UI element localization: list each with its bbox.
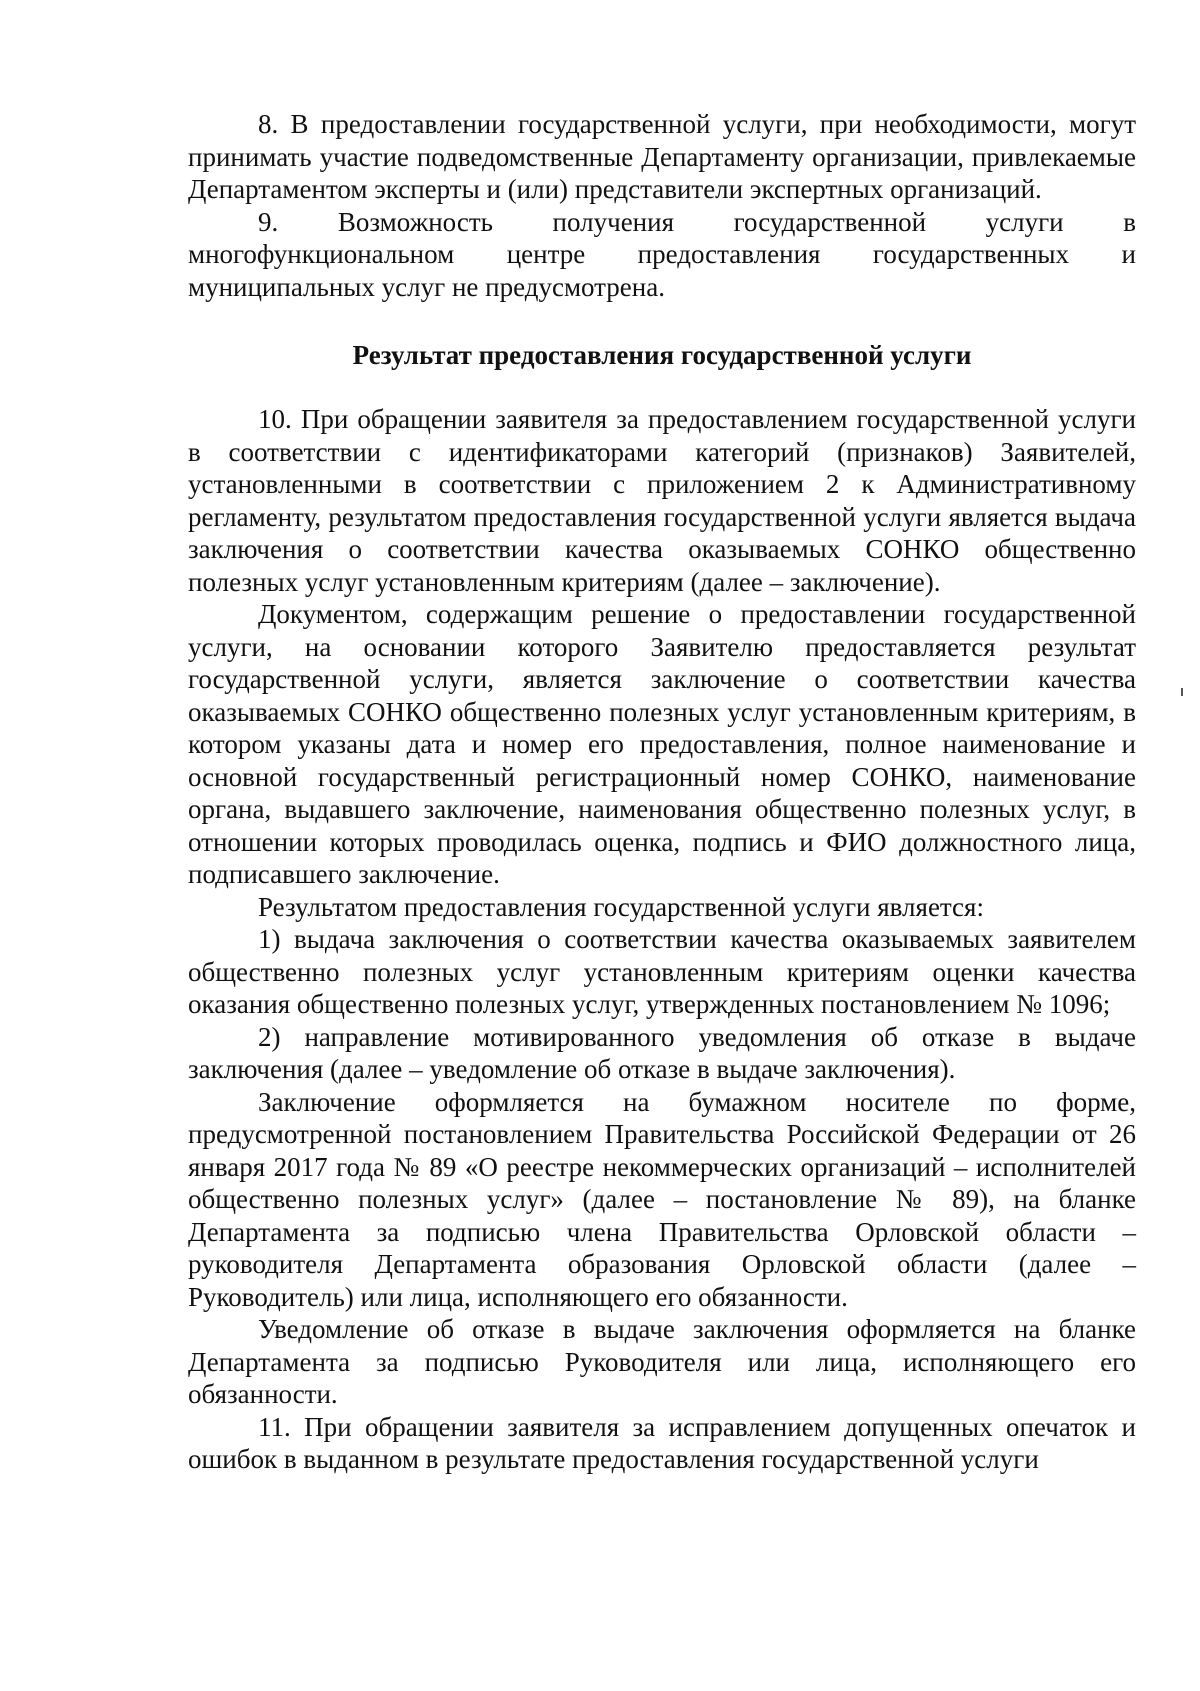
scan-artifact-mark xyxy=(1181,688,1183,696)
paragraph-conclusion-form: Заключение оформляется на бумажном носителе по форме, предусмотренной постановлением Правительства Российской Федерации от 26 января 2017 года № 89 «О реестре некоммерческих организаций – исполнителей общественно полезных услуг» (далее – постановление № 89), на бланке Департамента за подписью члена Правительства Орловской области – руководителя Департамента образования Орловской области (далее – Руководитель) или лица, исполняющего его обязанности. xyxy=(188,1086,1136,1312)
paragraph-10: 10. При обращении заявителя за предоставлением государственной услуги в соответствии с идентификаторами категорий (признаков) Заявителей, установленными в соответствии с приложением 2 к Административному регламенту, результатом предоставления государственной услуги является выдача заключения о соответствии качества оказываемых СОНКО общественно полезных услуг установленным критериям (далее – заключение). xyxy=(188,404,1136,597)
list-item-2: 2) направление мотивированного уведомления об отказе в выдаче заключения (далее – уведомление об отказе в выдаче заключения). xyxy=(188,1021,1136,1084)
paragraph-11: 11. При обращении заявителя за исправлением допущенных опечаток и ошибок в выданном в результате предоставления государственной услуги xyxy=(188,1411,1136,1474)
paragraph-result-intro: Результатом предоставления государственной услуги является: xyxy=(258,891,984,922)
paragraph-9: 9. Возможность получения государственной услуги в многофункциональном центре предоставления государственных и муниципальных услуг не предусмотрена. xyxy=(188,206,1136,302)
paragraph-refusal-notice: Уведомление об отказе в выдаче заключения оформляется на бланке Департамента за подписью Руководителя или лица, исполняющего его обязанности. xyxy=(188,1314,1136,1409)
section-heading: Результат предоставления государственной услуги xyxy=(352,340,972,370)
list-item-1: 1) выдача заключения о соответствии качества оказываемых заявителем общественно полезных услуг установленным критериям оценки качества оказания общественно полезных услуг, утвержденных постановлением № 1096; xyxy=(188,924,1136,1019)
paragraph-8: 8. В предоставлении государственной услуги, при необходимости, могут принимать участие подведомственные Департаменту организации, привлекаемые Департаментом эксперты и (или) представители экспертных организаций. xyxy=(188,109,1136,204)
document-body xyxy=(188,108,1136,1476)
paragraph-document-decision: Документом, содержащим решение о предоставлении государственной услуги, на основании которого Заявителю предоставляется результат государственной услуги, является заключение о соответствии качества оказываемых СОНКО общественно полезных услуг установленным критериям, в котором указаны дата и номер его предоставления, полное наименование и основной государственный регистрационный номер СОНКО, наименование органа, выдавшего заключение, наименования общественно полезных услуг, в отношении которых проводилась оценка, подпись и ФИО должностного лица, подписавшего заключение. xyxy=(188,599,1136,889)
